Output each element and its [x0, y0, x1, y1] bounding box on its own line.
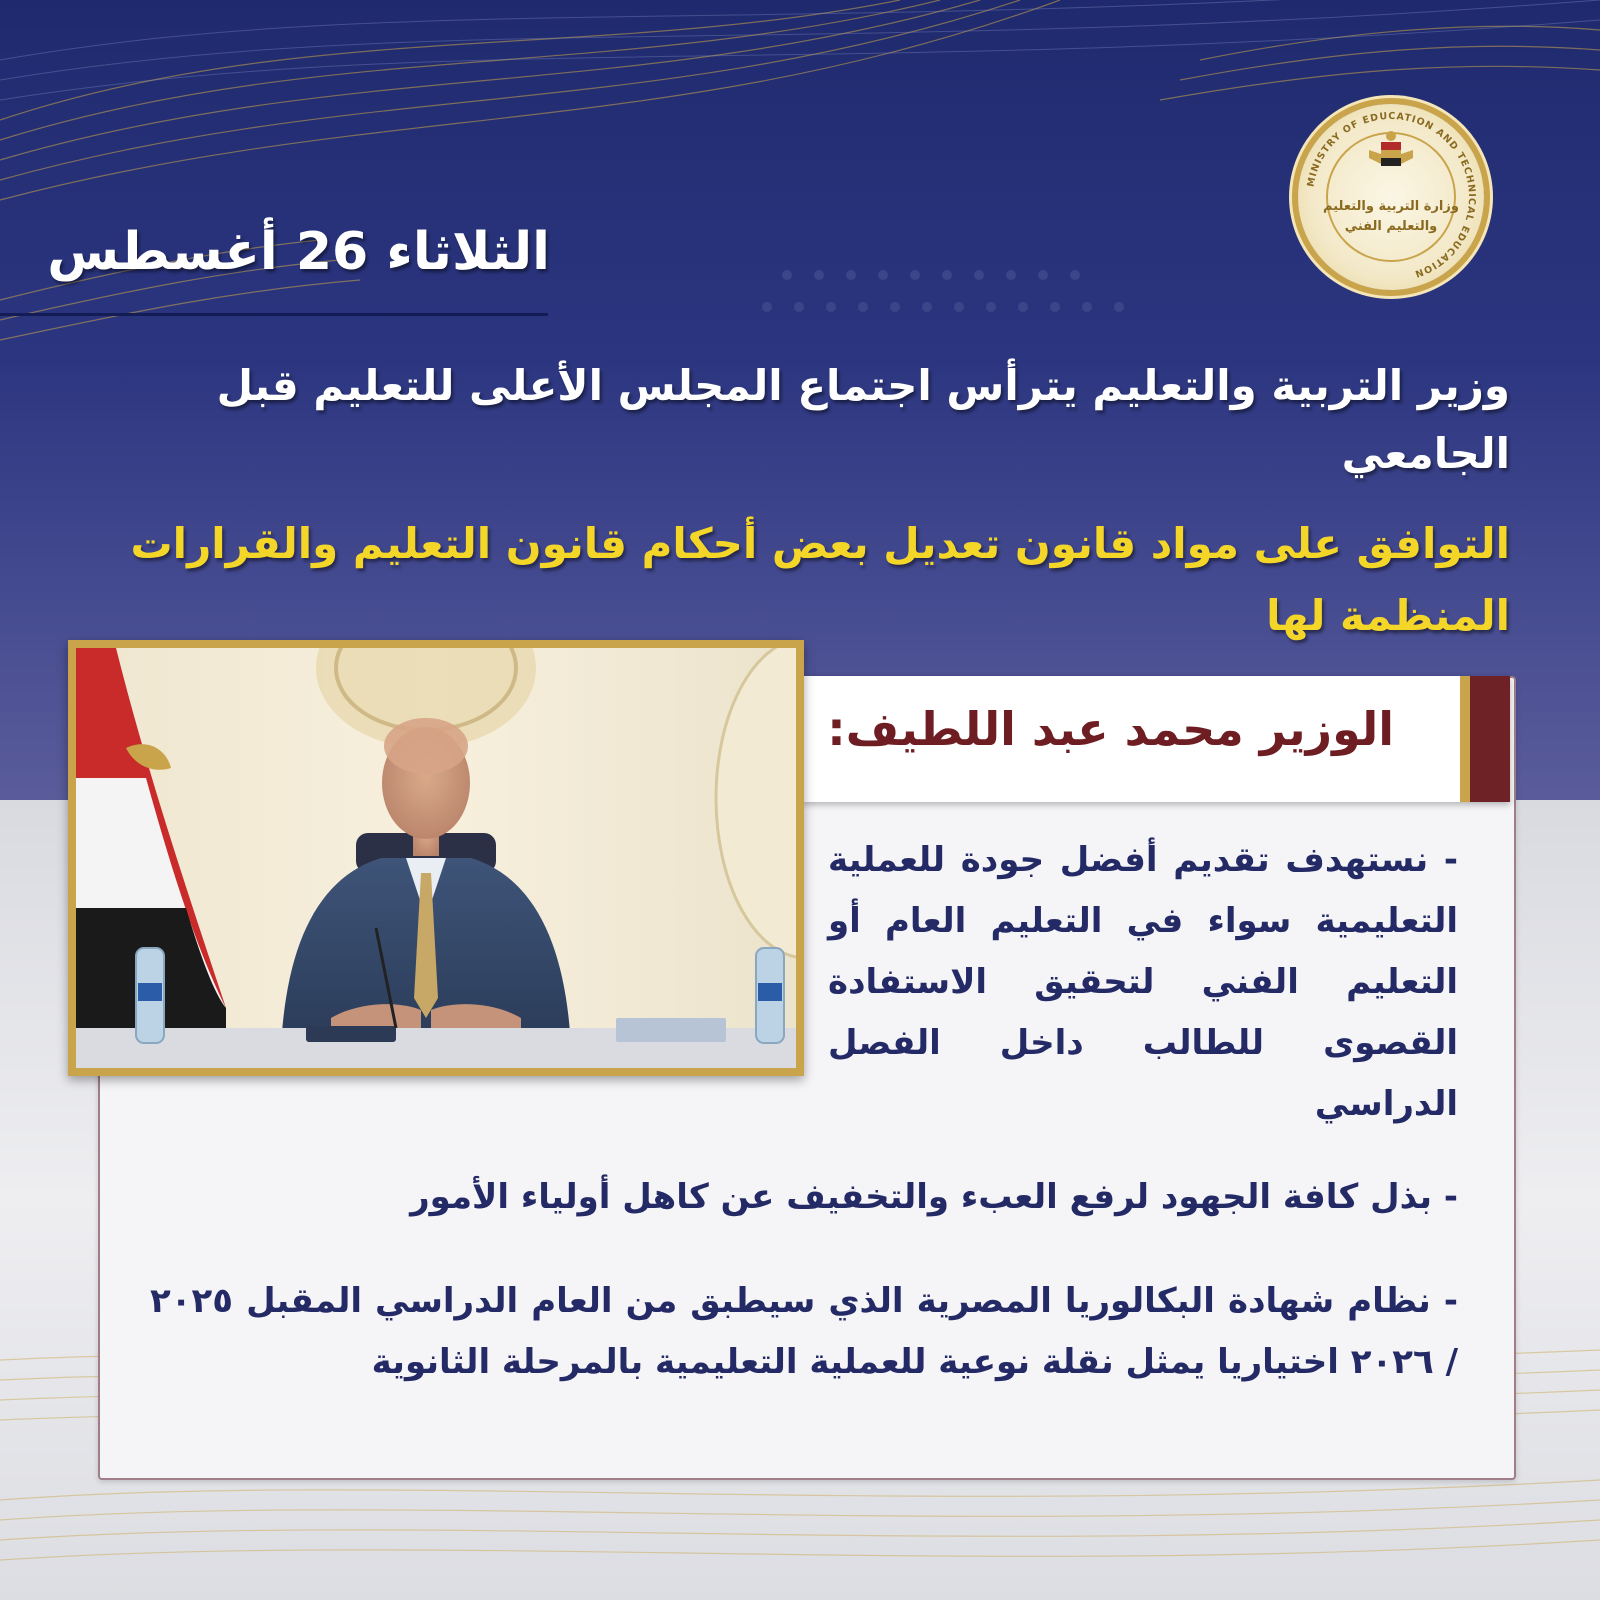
- sub-headline: التوافق على مواد قانون تعديل بعض أحكام قانون التعليم والقرارات المنظمة لها: [130, 519, 1510, 640]
- decorative-dots-row-2: [762, 302, 1124, 312]
- svg-text:MINISTRY OF EDUCATION AND TECH: MINISTRY OF EDUCATION AND TECHNICAL EDUCATION: [1305, 110, 1478, 280]
- emblem-arabic-line-1: وزارة التربية والتعليم: [1323, 199, 1459, 214]
- emblem-seal-icon: [1298, 104, 1484, 290]
- bullet-item-1: - نستهدف تقديم أفضل جودة للعملية التعليمية سواء في التعليم العام أو التعليم الفني لتحقيق الاستفادة القصوى للطالب داخل الفصل الدراسي: [828, 840, 1458, 1124]
- meeting-photo-image: [76, 648, 796, 1068]
- post-date: الثلاثاء 26 أغسطس: [47, 222, 550, 282]
- minister-name-label: الوزير محمد عبد اللطيف:: [827, 702, 1394, 756]
- date-underline-divider: [0, 313, 548, 316]
- bullet-item-2: - بذل كافة الجهود لرفع العبء والتخفيف عن كاهل أولياء الأمور: [410, 1177, 1458, 1217]
- ministry-emblem-logo: [1298, 104, 1484, 290]
- minister-name-banner: [802, 676, 1510, 802]
- banner-red-accent: [1470, 676, 1510, 802]
- bullet-item-3: - نظام شهادة البكالوريا المصرية الذي سيطبق من العام الدراسي المقبل ٢٠٢٥ / ٢٠٢٦ اختياريا يمثل نقلة نوعية للعملية التعليمية بالمرحلة الثانوية: [150, 1281, 1458, 1382]
- decorative-dots-row-1: [782, 270, 1080, 280]
- main-headline: وزير التربية والتعليم يترأس اجتماع المجلس الأعلى للتعليم قبل الجامعي: [216, 361, 1510, 478]
- emblem-arabic-line-2: والتعليم الفني: [1344, 219, 1438, 234]
- minister-photo: [68, 640, 804, 1076]
- banner-gold-accent: [1460, 676, 1470, 802]
